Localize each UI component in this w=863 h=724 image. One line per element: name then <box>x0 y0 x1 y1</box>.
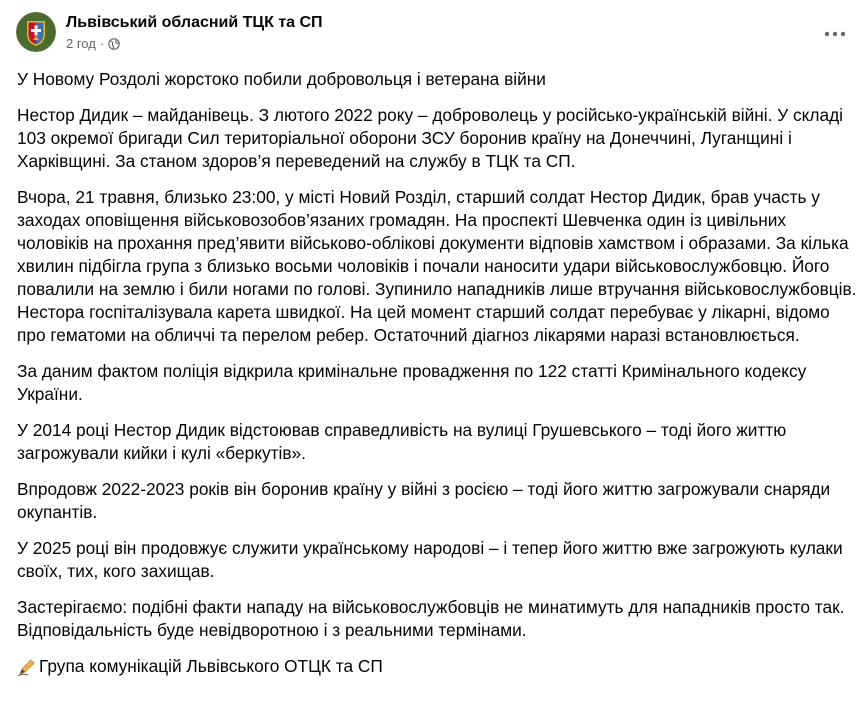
post-paragraph: У 2025 році він продовжує служити українському народові – і тепер його життю вже загрожують кулаки своїх, тих, кого захищав. <box>17 538 843 581</box>
post-paragraph: Впродовж 2022-2023 років він боронив країну у війні з росією – тоді його життю загрожували снаряди окупантів. <box>17 479 831 522</box>
post-body <box>17 68 860 678</box>
page-avatar-icon[interactable] <box>16 12 56 52</box>
post-paragraph-headline: У Новому Роздолі жорстоко побили добровольця і ветерана війни <box>17 69 546 89</box>
post-time-link[interactable]: 2 год <box>66 36 96 51</box>
post-timestamp-row <box>66 36 323 51</box>
post-meta <box>66 13 323 51</box>
post-paragraph: Вчора, 21 травня, близько 23:00, у місті Новий Розділ, старший солдат Нестор Дидик, брав участь у заходах оповіщення військовозобов’язаних громадян. На проспекті Шевченка один із цивільних чоловіків на прохання пред’явити військово-облікові документи відповів хамством і образами. За кілька хвилин підбігла група з близько восьми чоловіків і почали наносити удари військовослужбовцю. Його повалили на землю і били ногами по голові. Зупинило нападників лише втручання військовослужбовців. Нестора госпіталізувала карета швидкої. На цей момент старший солдат перебуває у лікарні, відомо про гематоми на обличчі та перелом ребер. Остаточний діагноз лікарями наразі встановлюється. <box>17 187 857 345</box>
post-paragraph: Застерігаємо: подібні факти нападу на військовослужбовців не минатимуть для нападників просто так. Відповідальність буде невідворотною і з реальними термінами. <box>17 597 845 640</box>
more-options-button[interactable] <box>821 24 849 44</box>
meta-separator: · <box>99 36 105 51</box>
more-horizontal-icon <box>824 31 846 37</box>
post-header <box>16 12 323 52</box>
post-paragraph: За даним фактом поліція відкрила кримінальне провадження по 122 статті Кримінального кодексу України. <box>17 361 807 404</box>
page-name-link[interactable]: Львівський обласний ТЦК та СП <box>66 14 323 31</box>
post-paragraph: Нестор Дидик – майданівець. З лютого 2022 року – доброволець у російсько-українській війні. У складі 103 окремої бригади Сил територіальної оборони ЗСУ боронив країну на Донеччині, Луганщині і Харківщині. За станом здоров’я переведений на службу в ТЦК та СП. <box>17 105 844 171</box>
signature-text: Група комунікацій Львівського ОТЦК та СП <box>39 656 383 676</box>
writing-hand-icon <box>17 657 37 677</box>
globe-icon[interactable] <box>108 38 120 50</box>
post-paragraph: У 2014 році Нестор Дидик відстоював справедливість на вулиці Грушевського – тоді його життю загрожували кийки і кулі «беркутів». <box>17 420 787 463</box>
post-signature <box>17 655 860 678</box>
